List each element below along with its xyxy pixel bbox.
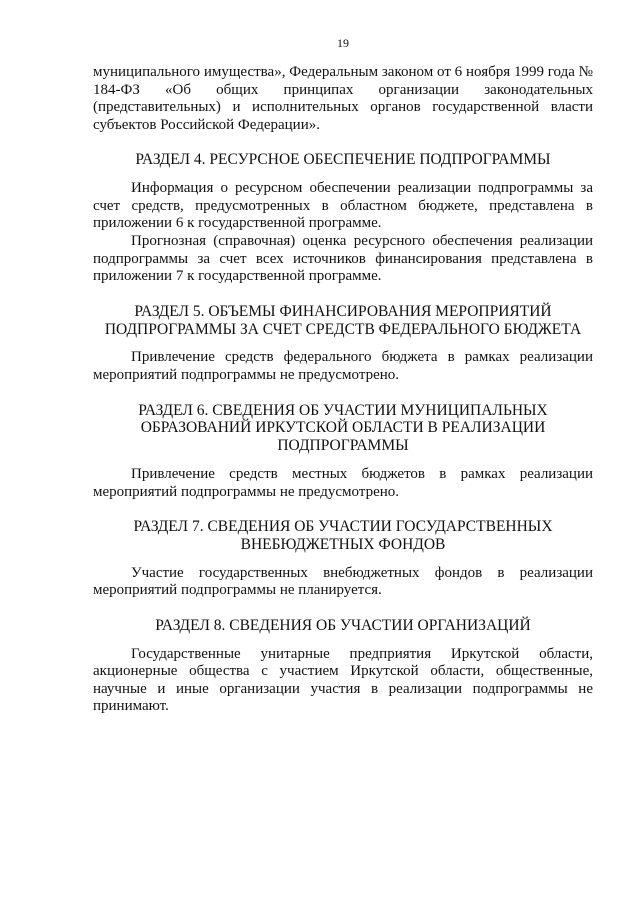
section-5-paragraph-1: Привлечение средств федерального бюджета в рамках реализации мероприятий подпрограммы не предусмотрено. <box>93 349 593 383</box>
section-8-title: РАЗДЕЛ 8. СВЕДЕНИЯ ОБ УЧАСТИИ ОРГАНИЗАЦИЙ <box>155 616 531 634</box>
section-4-paragraph-2: Прогнозная (справочная) оценка ресурсного обеспечения реализации подпрограммы за счет всех источников финансирования представлена в приложении 7 к государственной программе. <box>93 232 593 285</box>
spacer <box>93 169 593 180</box>
spacer <box>93 338 593 349</box>
spacer <box>93 134 593 151</box>
spacer <box>93 385 593 402</box>
document-page <box>93 36 593 716</box>
page-number: 19 <box>337 36 349 50</box>
section-7-title: РАЗДЕЛ 7. СВЕДЕНИЯ ОБ УЧАСТИИ ГОСУДАРСТВЕННЫХ ВНЕБЮДЖЕТНЫХ ФОНДОВ <box>133 518 553 553</box>
section-4-title: РАЗДЕЛ 4. РЕСУРСНОЕ ОБЕСПЕЧЕНИЕ ПОДПРОГРАММЫ <box>135 151 551 169</box>
section-6-paragraph-1: Привлечение средств местных бюджетов в рамках реализации мероприятий подпрограммы не предусмотрено. <box>93 465 593 500</box>
spacer <box>93 600 593 617</box>
spacer <box>93 455 593 466</box>
section-6-title: РАЗДЕЛ 6. СВЕДЕНИЯ ОБ УЧАСТИИ МУНИЦИПАЛЬНЫХ ОБРАЗОВАНИЙ ИРКУТСКОЙ ОБЛАСТИ В РЕАЛИЗАЦИИ ПОДПРОГРАММЫ <box>138 401 548 455</box>
spacer <box>93 554 593 565</box>
spacer <box>93 501 593 518</box>
spacer <box>93 635 593 646</box>
section-4-paragraph-1: Информация о ресурсном обеспечении реализации подпрограммы за счет средств, предусмотренных в областном бюджете, представлена в приложении 6 к государственной программе. <box>93 180 593 232</box>
section-8-paragraph-1: Государственные унитарные предприятия Иркутской области, акционерные общества с участием Иркутской области, общественные, научные и иные организации участия в реализации подпрограммы не принимают. <box>93 645 593 715</box>
section-5-title: РАЗДЕЛ 5. ОБЪЕМЫ ФИНАНСИРОВАНИЯ МЕРОПРИЯТИЙ ПОДПРОГРАММЫ ЗА СЧЕТ СРЕДСТВ ФЕДЕРАЛЬНОГО БЮДЖЕТА <box>104 302 582 338</box>
spacer <box>93 286 593 303</box>
section-7-paragraph-1: Участие государственных внебюджетных фондов в реализации мероприятий подпрограммы не планируется. <box>93 564 593 599</box>
intro-paragraph: муниципального имущества», Федеральным законом от 6 ноября 1999 года № 184-ФЗ «Об общих принципах организации законодательных (представительных) и исполнительных органов государственной власти субъектов Российской Федерации». <box>93 64 593 133</box>
